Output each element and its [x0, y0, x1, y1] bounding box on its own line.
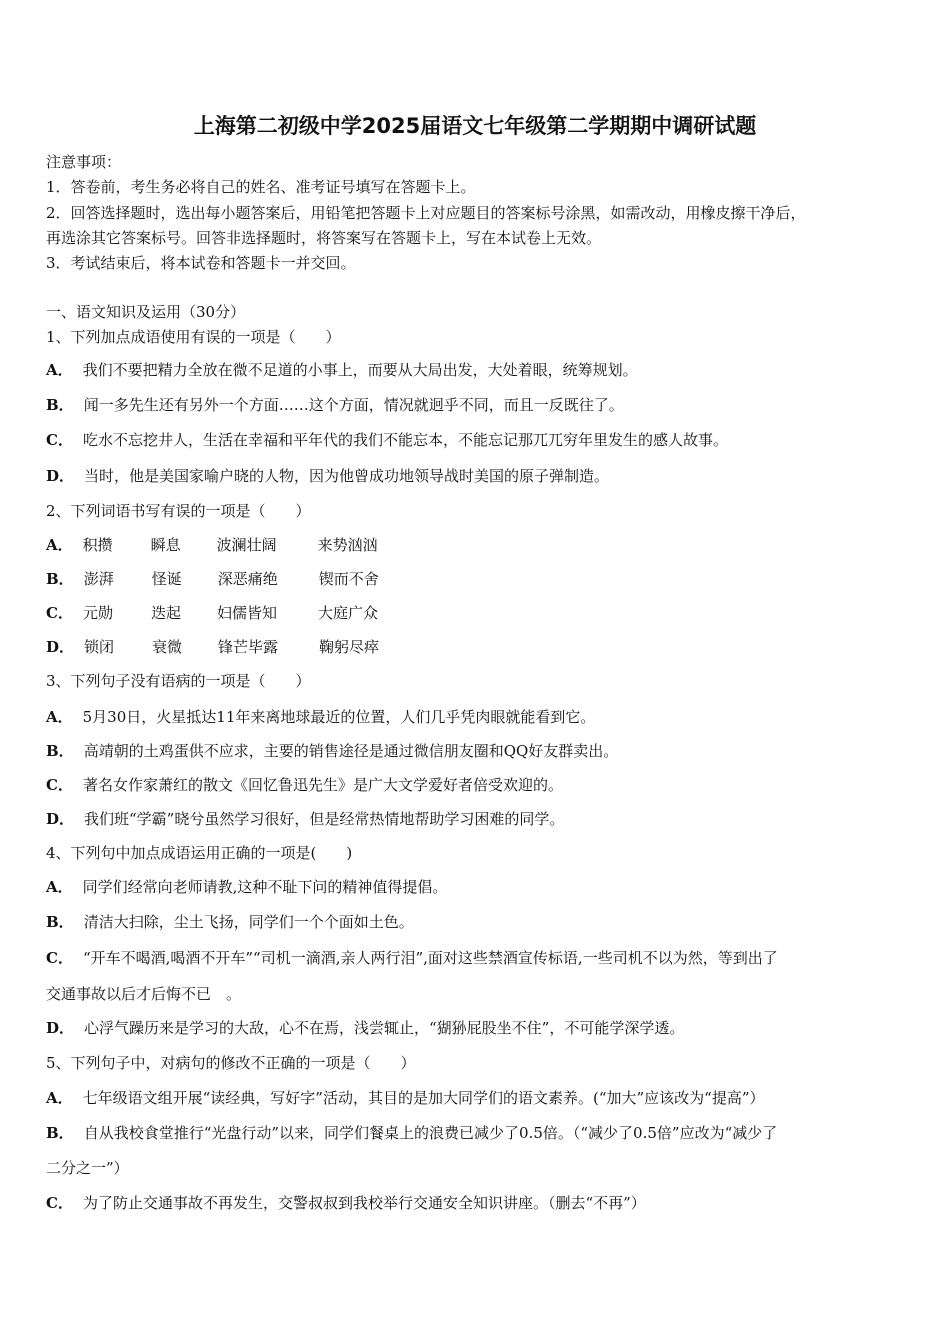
word: 大庭广众 [317, 604, 378, 622]
option-label: D． [46, 467, 75, 485]
q4-stem: 4、下列句中加点成语运用正确的一项是( ) [46, 844, 353, 862]
q1-stem: 1、下列加点成语使用有误的一项是（ ） [46, 328, 341, 346]
section-heading: 一、语文知识及运用（30分） [46, 303, 246, 321]
option-label: C． [46, 1194, 73, 1212]
q4-option-b [46, 912, 414, 932]
page-title: 上海第二初级中学2025届语文七年级第二学期期中调研试题 [193, 114, 757, 138]
word: 锲而不舍 [318, 570, 379, 588]
option-text: 清洁大扫除，尘土飞扬，同学们一个个面如土色。 [83, 913, 414, 931]
word: 积攒 [82, 536, 113, 554]
notice-item-2-cont: 再选涂其它答案标号。回答非选择题时，将答案写在答题卡上，写在本试卷上无效。 [46, 229, 602, 247]
q3-option-c [46, 775, 563, 795]
word: 迭起 [150, 604, 181, 622]
notice-item-3: 3．考试结束后，将本试卷和答题卡一并交回。 [46, 254, 356, 272]
option-text: 自从我校食堂推行“光盘行动”以来，同学们餐桌上的浪费已减少了0.5倍。（“减少了0.5倍”应改为“减少了 [83, 1124, 778, 1142]
word: 波澜壮阔 [216, 536, 277, 554]
option-label: B． [46, 396, 74, 414]
option-label: A． [46, 1089, 73, 1107]
option-text: 我们不要把精力全放在微不足道的小事上，而要从大局出发，大处着眼，统筹规划。 [82, 361, 638, 379]
q5-option-a [46, 1088, 765, 1108]
q2-option-b [46, 569, 379, 589]
word: 妇儒皆知 [216, 604, 277, 622]
q5-option-b [46, 1123, 777, 1143]
option-label: A． [46, 878, 73, 896]
option-label: A． [46, 708, 73, 726]
option-label: B． [46, 913, 74, 931]
option-text: 高靖朝的土鸡蛋供不应求，主要的销售途径是通过微信朋友圈和QQ好友群卖出。 [83, 742, 619, 760]
option-label: A． [46, 536, 73, 554]
q1-option-b [46, 395, 624, 415]
option-label: D． [46, 1019, 75, 1037]
option-text: 5月30日，火星抵达11年来离地球最近的位置，人们几乎凭肉眼就能看到它。 [82, 708, 596, 726]
word: 怪诞 [151, 570, 182, 588]
option-text: 七年级语文组开展“读经典，写好字”活动，其目的是加大同学们的语文素养。(“加大”应该改为“提高”） [82, 1089, 765, 1107]
q2-stem: 2、下列词语书写有误的一项是（ ） [46, 502, 311, 520]
q4-option-c [46, 948, 778, 968]
option-text: 闻一多先生还有另外一个方面……这个方面，情况就迥乎不同，而且一反既往了。 [83, 396, 624, 414]
q5-option-c [46, 1193, 646, 1213]
word: 元勋 [82, 604, 113, 622]
option-text: “开车不喝酒,喝酒不开车”“司机一滴酒,亲人两行泪”,面对这些禁酒宣传标语,一些司机不以为然，等到出了 [82, 949, 778, 967]
q2-option-a [46, 535, 378, 555]
q3-option-b [46, 741, 618, 761]
option-label: D． [46, 638, 75, 656]
q4-option-d [46, 1018, 684, 1038]
notice-item-1: 1．答卷前，考生务必将自己的姓名、准考证号填写在答题卡上。 [46, 178, 476, 196]
word: 锁闭 [84, 638, 115, 656]
word: 澎湃 [83, 570, 114, 588]
option-label: C． [46, 776, 73, 794]
option-text: 吃水不忘挖井人，生活在幸福和平年代的我们不能忘本，不能忘记那兀兀穷年里发生的感人故事。 [82, 431, 728, 449]
q3-option-a [46, 707, 595, 727]
word: 鞠躬尽瘁 [319, 638, 380, 656]
q2-option-c [46, 603, 378, 623]
q1-option-c [46, 430, 728, 450]
q1-option-a [46, 360, 638, 380]
option-label: B． [46, 742, 74, 760]
q3-stem: 3、下列句子没有语病的一项是（ ） [46, 672, 311, 690]
q2-option-d [46, 637, 379, 657]
q4-option-a [46, 877, 447, 897]
option-label: C． [46, 949, 73, 967]
q5-stem: 5、下列句子中，对病句的修改不正确的一项是（ ） [46, 1054, 416, 1072]
option-label: B． [46, 570, 74, 588]
q1-option-d [46, 466, 609, 486]
notice-item-2: 2．回答选择题时，选出每小题答案后，用铅笔把答题卡上对应题目的答案标号涂黑，如需改动，用橡皮擦干净后， [46, 204, 806, 222]
option-label: C． [46, 604, 73, 622]
word: 衰微 [152, 638, 183, 656]
option-text: 当时，他是美国家喻户晓的人物，因为他曾成功地领导战时美国的原子弹制造。 [84, 467, 610, 485]
notice-heading: 注意事项： [46, 153, 122, 171]
option-label: C． [46, 431, 73, 449]
word: 瞬息 [150, 536, 181, 554]
option-text: 我们班“学霸”晓兮虽然学习很好，但是经常热情地帮助学习困难的同学。 [84, 810, 565, 828]
option-text: 同学们经常向老师请教,这种不耻下问的精神值得提倡。 [82, 878, 448, 896]
word: 来势汹汹 [317, 536, 378, 554]
q3-option-d [46, 809, 564, 829]
word: 锋芒毕露 [218, 638, 279, 656]
option-text: 心浮气躁历来是学习的大敌，心不在焉，浅尝辄止，“猢狲屁股坐不住”，不可能学深学透。 [84, 1019, 685, 1037]
option-text: 为了防止交通事故不再发生，交警叔叔到我校举行交通安全知识讲座。（删去“不再”） [82, 1194, 646, 1212]
q5-option-b-cont: 二分之一”） [46, 1159, 129, 1177]
option-text: 著名女作家萧红的散文《回忆鲁迅先生》是广大文学爱好者倍受欢迎的。 [82, 776, 563, 794]
option-label: A． [46, 361, 73, 379]
option-label: B． [46, 1124, 74, 1142]
option-label: D． [46, 810, 75, 828]
q4-option-c-cont: 交通事故以后才后悔不已 。 [46, 985, 242, 1003]
word: 深恶痛绝 [217, 570, 278, 588]
